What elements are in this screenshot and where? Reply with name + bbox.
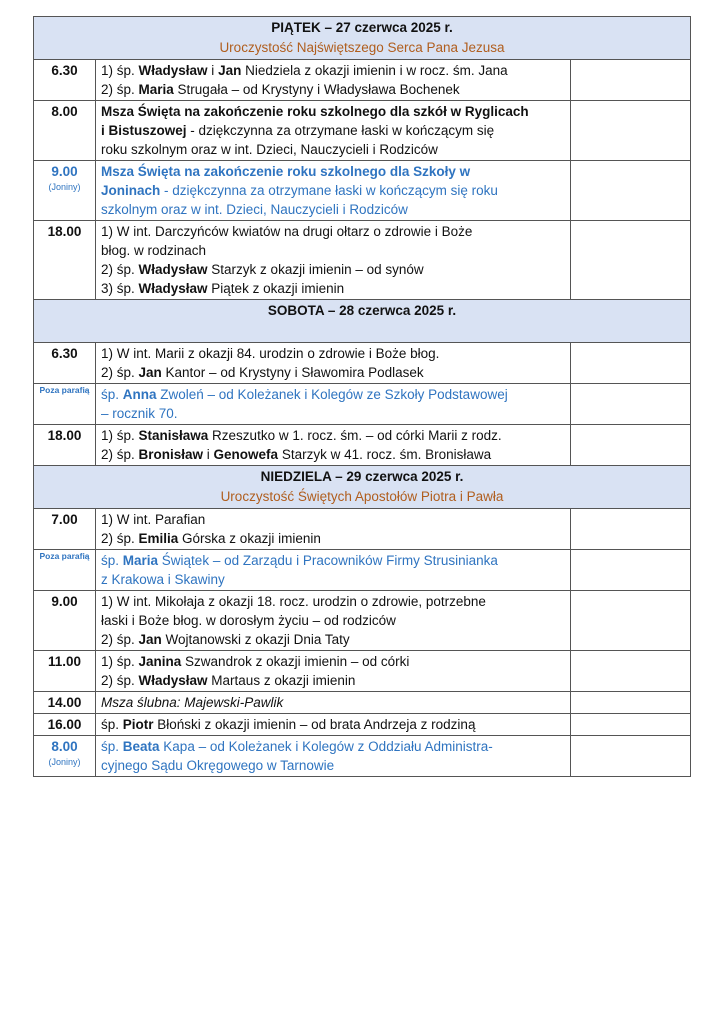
intention-name: Anna	[122, 387, 157, 402]
intention-text: śp.	[101, 387, 123, 402]
intention-line	[101, 630, 565, 649]
mass-time: 11.00	[47, 654, 82, 669]
mass-intention-cell	[96, 161, 571, 221]
intention-text: 1) W int. Marii z okazji 84. urodzin o zdrowie i Boże błog.	[101, 346, 440, 361]
mass-time-cell	[34, 714, 96, 736]
mass-time: 6.30	[51, 346, 78, 361]
mass-time-cell	[34, 736, 96, 777]
notes-cell	[571, 384, 691, 425]
intention-text: roku szkolnym oraz w int. Dzieci, Nauczycieli i Rodziców	[101, 142, 438, 157]
intention-line	[101, 279, 565, 298]
day-header-row	[34, 17, 691, 60]
mass-location-note: (Joniny)	[48, 182, 81, 192]
day-header-row	[34, 300, 691, 343]
intention-name: Stanisława	[138, 428, 209, 443]
intention-text: 1) W int. Darczyńców kwiatów na drugi ołtarz o zdrowie i Boże	[101, 224, 473, 239]
intention-name: i Bistuszowej	[101, 123, 187, 138]
intention-name: Msza Święta na zakończenie roku szkolnego dla Szkoły w	[101, 164, 471, 179]
intention-name: Władysław	[138, 262, 208, 277]
day-header-row	[34, 466, 691, 509]
intention-name: Władysław	[138, 63, 208, 78]
intention-name: Maria	[138, 82, 174, 97]
intention-line	[101, 570, 565, 589]
intention-line	[101, 529, 565, 548]
intention-text: i	[207, 63, 219, 78]
intention-line	[101, 737, 565, 756]
intention-text: z Krakowa i Skawiny	[101, 572, 225, 587]
mass-intention-cell	[96, 509, 571, 550]
intention-name: Piotr	[122, 717, 154, 732]
mass-intention-cell	[96, 101, 571, 161]
intention-name: Beata	[122, 739, 160, 754]
mass-row	[34, 714, 691, 736]
intention-line	[101, 181, 565, 200]
intention-name: Emilia	[138, 531, 179, 546]
mass-time: 16.00	[47, 717, 82, 732]
mass-intention-cell	[96, 651, 571, 692]
mass-intention-cell	[96, 221, 571, 300]
mass-schedule-table	[33, 16, 691, 777]
mass-row	[34, 161, 691, 221]
intention-text: Martaus z okazji imienin	[207, 673, 356, 688]
intention-text: 2) śp.	[101, 447, 139, 462]
intention-text: i	[203, 447, 214, 462]
intention-text: śp.	[101, 553, 123, 568]
intention-text: 1) W int. Mikołaja z okazji 18. rocz. urodzin o zdrowie, potrzebne	[101, 594, 486, 609]
mass-time-cell	[34, 692, 96, 714]
mass-time-cell	[34, 343, 96, 384]
mass-row	[34, 343, 691, 384]
mass-time: 9.00	[51, 164, 78, 179]
intention-text: 2) śp.	[101, 531, 139, 546]
intention-line	[101, 363, 565, 382]
notes-cell	[571, 101, 691, 161]
intention-name: Władysław	[138, 281, 208, 296]
intention-line	[101, 756, 565, 775]
intention-text: 2) śp.	[101, 365, 139, 380]
intention-name: Joninach	[101, 183, 161, 198]
intention-text: Szwandrok z okazji imienin – od córki	[181, 654, 410, 669]
intention-text: - dziękczynna za otrzymane łaski w kończącym się roku	[160, 183, 498, 198]
intention-line	[101, 121, 565, 140]
intention-name: Maria	[122, 553, 159, 568]
intention-text: śp.	[101, 717, 123, 732]
day-title: SOBOTA – 28 czerwca 2025 r.	[267, 303, 457, 318]
intention-text: Strugała – od Krystyny i Władysława Bochenek	[173, 82, 460, 97]
mass-intention-cell	[96, 714, 571, 736]
mass-time-cell	[34, 101, 96, 161]
mass-intention-cell	[96, 692, 571, 714]
intention-name: Jan	[218, 63, 242, 78]
day-header	[34, 466, 691, 509]
mass-intention-cell	[96, 736, 571, 777]
mass-row	[34, 651, 691, 692]
mass-time: 8.00	[51, 739, 78, 754]
mass-time-cell	[34, 425, 96, 466]
notes-cell	[571, 736, 691, 777]
mass-time: 9.00	[51, 594, 78, 609]
mass-row	[34, 591, 691, 651]
mass-intention-cell	[96, 343, 571, 384]
mass-time-cell	[34, 550, 96, 591]
intention-text: Zwoleń – od Koleżanek i Kolegów ze Szkoły Podstawowej	[156, 387, 508, 402]
intention-line	[101, 715, 565, 734]
intention-text: Niedziela z okazji imienin i w rocz. śm. Jana	[241, 63, 508, 78]
intention-text: Kapa – od Koleżanek i Kolegów z Oddziału Administra-	[159, 739, 493, 754]
intention-name: Jan	[138, 632, 162, 647]
notes-cell	[571, 343, 691, 384]
intention-line	[101, 162, 565, 181]
mass-intention-cell	[96, 60, 571, 101]
mass-intention-cell	[96, 550, 571, 591]
mass-row	[34, 736, 691, 777]
intention-text: 2) śp.	[101, 673, 139, 688]
intention-name: Janina	[138, 654, 182, 669]
intention-text: błog. w rodzinach	[101, 243, 207, 258]
intention-text: łaski i Boże błog. w dorosłym życiu – od rodziców	[101, 613, 396, 628]
intention-text: 1) W int. Parafian	[101, 512, 206, 527]
intention-line	[101, 551, 565, 570]
mass-time-cell	[34, 221, 96, 300]
mass-time: 14.00	[47, 695, 82, 710]
schedule-body	[34, 17, 691, 777]
intention-line	[101, 80, 565, 99]
intention-text: 3) śp.	[101, 281, 139, 296]
mass-time: 6.30	[51, 63, 78, 78]
location-label: Poza parafią	[39, 551, 90, 561]
notes-cell	[571, 591, 691, 651]
location-label: Poza parafią	[39, 385, 90, 395]
mass-row	[34, 550, 691, 591]
intention-line	[101, 385, 565, 404]
intention-line	[101, 671, 565, 690]
intention-line	[101, 260, 565, 279]
feast-title	[39, 321, 685, 341]
mass-time-cell	[34, 651, 96, 692]
intention-line	[101, 200, 565, 219]
intention-text: szkolnym oraz w int. Dzieci, Nauczycieli i Rodziców	[101, 202, 408, 217]
mass-time: 18.00	[47, 224, 82, 239]
intention-line	[101, 222, 565, 241]
intention-line	[101, 510, 565, 529]
mass-location-note: (Joniny)	[48, 757, 81, 767]
mass-row	[34, 60, 691, 101]
intention-text: cyjnego Sądu Okręgowego w Tarnowie	[101, 758, 335, 773]
mass-time: 18.00	[47, 428, 82, 443]
notes-cell	[571, 425, 691, 466]
notes-cell	[571, 509, 691, 550]
mass-row	[34, 692, 691, 714]
mass-time-cell	[34, 161, 96, 221]
mass-intention-cell	[96, 425, 571, 466]
day-header	[34, 17, 691, 60]
mass-time: 7.00	[51, 512, 78, 527]
mass-row	[34, 384, 691, 425]
intention-text: 1) śp.	[101, 654, 139, 669]
intention-text: śp.	[101, 739, 123, 754]
intention-name: Bronisław	[138, 447, 204, 462]
intention-text: Starzyk z okazji imienin – od synów	[207, 262, 424, 277]
intention-line	[101, 592, 565, 611]
intention-line	[101, 426, 565, 445]
intention-line	[101, 344, 565, 363]
intention-line	[101, 693, 565, 712]
intention-text: Kantor – od Krystyny i Sławomira Podlasek	[161, 365, 424, 380]
intention-line	[101, 445, 565, 464]
intention-text: Wojtanowski z okazji Dnia Taty	[161, 632, 350, 647]
notes-cell	[571, 651, 691, 692]
intention-text: Piątek z okazji imienin	[207, 281, 345, 296]
intention-name: Jan	[138, 365, 162, 380]
intention-name: Genowefa	[213, 447, 279, 462]
mass-row	[34, 509, 691, 550]
intention-text: – rocznik 70.	[101, 406, 178, 421]
intention-line	[101, 102, 565, 121]
notes-cell	[571, 161, 691, 221]
mass-time: 8.00	[51, 104, 78, 119]
intention-text: 2) śp.	[101, 632, 139, 647]
mass-intention-cell	[96, 591, 571, 651]
notes-cell	[571, 60, 691, 101]
mass-time-cell	[34, 384, 96, 425]
intention-line	[101, 241, 565, 260]
intention-line	[101, 652, 565, 671]
mass-row	[34, 101, 691, 161]
mass-time-cell	[34, 509, 96, 550]
mass-time-cell	[34, 60, 96, 101]
mass-row	[34, 221, 691, 300]
intention-text: Błoński z okazji imienin – od brata Andrzeja z rodziną	[153, 717, 476, 732]
intention-text: Starzyk w 41. rocz. śm. Bronisława	[278, 447, 492, 462]
intention-text: Górska z okazji imienin	[178, 531, 321, 546]
intention-line	[101, 611, 565, 630]
mass-time-cell	[34, 591, 96, 651]
day-header	[34, 300, 691, 343]
day-title: NIEDZIELA – 29 czerwca 2025 r.	[260, 469, 464, 484]
intention-name: Msza Święta na zakończenie roku szkolnego dla szkół w Ryglicach	[101, 104, 529, 119]
feast-title: Uroczystość Świętych Apostołów Piotra i Pawła	[220, 489, 504, 504]
feast-title: Uroczystość Najświętszego Serca Pana Jezusa	[219, 40, 505, 55]
notes-cell	[571, 692, 691, 714]
intention-text: Rzeszutko w 1. rocz. śm. – od córki Marii z rodz.	[208, 428, 502, 443]
intention-text: 1) śp.	[101, 63, 139, 78]
intention-text: Msza ślubna: Majewski-Pawlik	[101, 695, 284, 710]
intention-line	[101, 61, 565, 80]
intention-line	[101, 404, 565, 423]
notes-cell	[571, 221, 691, 300]
intention-text: 2) śp.	[101, 262, 139, 277]
intention-text: 1) śp.	[101, 428, 139, 443]
intention-name: Władysław	[138, 673, 208, 688]
mass-row	[34, 425, 691, 466]
notes-cell	[571, 714, 691, 736]
notes-cell	[571, 550, 691, 591]
intention-text: 2) śp.	[101, 82, 139, 97]
intention-line	[101, 140, 565, 159]
intention-text: Świątek – od Zarządu i Pracowników Firmy Strusinianka	[158, 553, 498, 568]
mass-intention-cell	[96, 384, 571, 425]
intention-text: - dziękczynna za otrzymane łaski w kończącym się	[186, 123, 495, 138]
day-title: PIĄTEK – 27 czerwca 2025 r.	[271, 20, 453, 35]
